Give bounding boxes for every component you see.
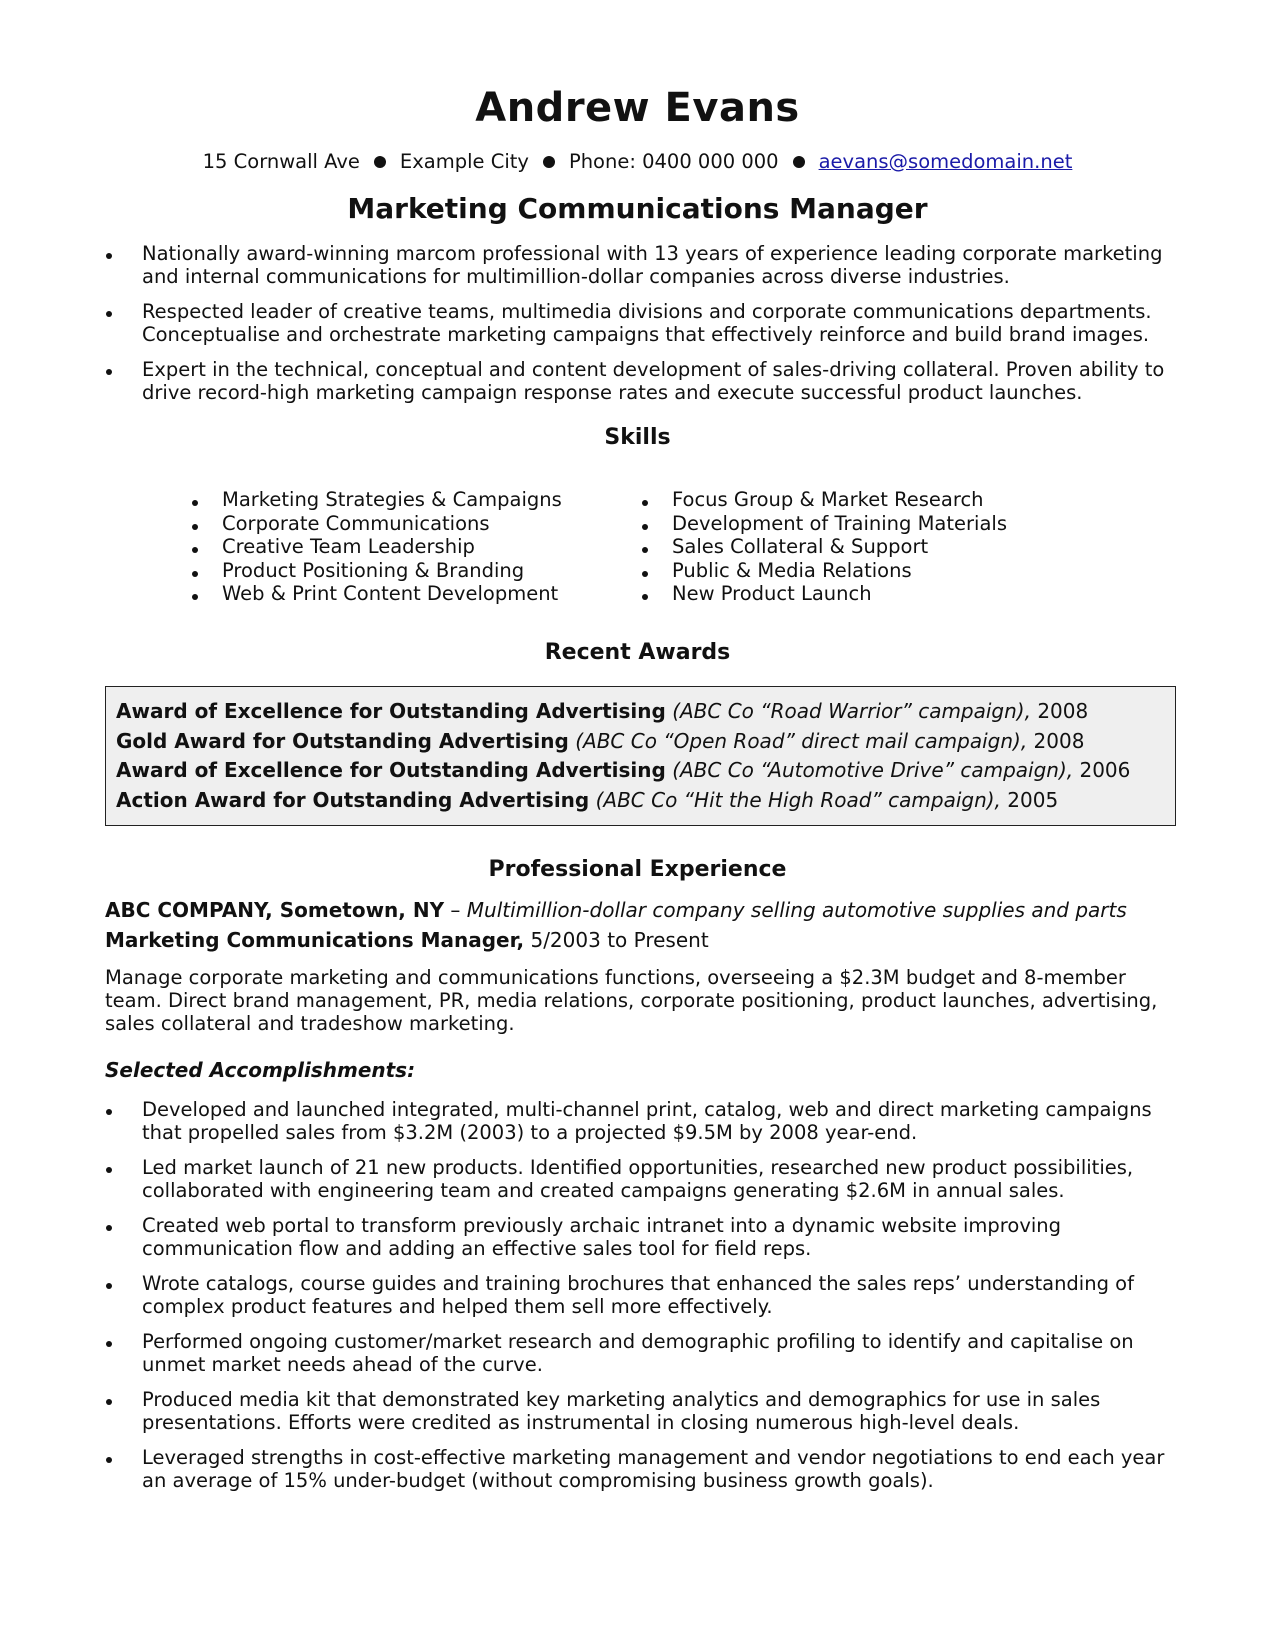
accomplishments-heading: Selected Accomplishments: [105, 1058, 416, 1082]
skill-item: Sales Collateral & Support [638, 535, 1007, 559]
award-name: Award of Excellence for Outstanding Advertising [116, 699, 666, 723]
award-detail: (ABC Co “Road Warrior” campaign), [672, 699, 1031, 723]
company-description: Multimillion-dollar company selling automotive supplies and parts [466, 898, 1127, 922]
accomplishment-item: Leveraged strengths in cost-effective marketing management and vendor negotiations to end each year an average of 15% under-budget (without compromising business growth goals). [104, 1446, 1179, 1492]
job-dates: 5/2003 to Present [530, 928, 709, 952]
skill-item: Marketing Strategies & Campaigns [188, 488, 562, 512]
skills-heading: Skills [604, 425, 671, 450]
separator-dot-icon [793, 156, 805, 168]
award-year: 2005 [1007, 787, 1059, 812]
skill-item: Web & Print Content Development [188, 582, 562, 606]
candidate-name: Andrew Evans [475, 85, 800, 131]
award-row [116, 697, 1175, 727]
separator-dot-icon [543, 156, 555, 168]
awards-heading: Recent Awards [544, 640, 731, 665]
city: Example City [399, 150, 529, 173]
address: 15 Cornwall Ave [202, 150, 360, 173]
accomplishment-item: Produced media kit that demonstrated key marketing analytics and demographics for use in sales presentations. Efforts were credited as instrumental in closing numerous high-level deals. [104, 1388, 1179, 1434]
accomplishment-item: Wrote catalogs, course guides and training brochures that enhanced the sales reps’ understanding of complex product features and helped them sell more effectively. [104, 1272, 1179, 1318]
skill-item: New Product Launch [638, 582, 1007, 606]
skill-item: Creative Team Leadership [188, 535, 562, 559]
award-row [116, 786, 1175, 816]
award-detail: (ABC Co “Automotive Drive” campaign), [672, 758, 1074, 782]
summary-item: Nationally award-winning marcom professional with 13 years of experience leading corporate marketing and internal communications for multimillion-dollar companies across diverse industries. [104, 242, 1179, 288]
experience-heading: Professional Experience [488, 857, 787, 882]
award-detail: (ABC Co “Hit the High Road” campaign), [595, 787, 1001, 812]
skill-item: Corporate Communications [188, 512, 562, 536]
phone: Phone: 0400 000 000 [568, 150, 779, 173]
accomplishments-list [104, 1098, 1179, 1504]
accomplishment-item: Performed ongoing customer/market research and demographic profiling to identify and capitalise on unmet market needs ahead of the curve. [104, 1330, 1179, 1376]
award-detail: (ABC Co “Open Road” direct mail campaign), [575, 728, 1028, 753]
professional-headline: Marketing Communications Manager [347, 192, 928, 225]
accomplishment-item: Created web portal to transform previously archaic intranet into a dynamic website improving communication flow and adding an effective sales tool for field reps. [104, 1214, 1179, 1260]
skill-item: Focus Group & Market Research [638, 488, 1007, 512]
job-description: Manage corporate marketing and communications functions, overseeing a $2.3M budget and 8-member team. Direct brand management, PR, media relations, corporate positioning, product launches, advertising, sales collateral and tradeshow marketing. [105, 966, 1158, 1035]
skills-list-left [188, 488, 562, 606]
company-name: ABC COMPANY, Sometown, NY [105, 898, 445, 922]
company-line [105, 898, 1127, 922]
separator-dot-icon [374, 156, 386, 168]
award-year: 2008 [1033, 728, 1085, 753]
role-line [105, 928, 709, 952]
award-year: 2006 [1079, 758, 1131, 782]
skill-item: Product Positioning & Branding [188, 559, 562, 583]
award-name: Action Award for Outstanding Advertising [116, 787, 590, 812]
award-year: 2008 [1037, 699, 1089, 723]
accomplishment-item: Developed and launched integrated, multi-channel print, catalog, web and direct marketing campaigns that propelled sales from $3.2M (2003) to a projected $9.5M by 2008 year-end. [104, 1098, 1179, 1144]
dash: – [450, 898, 461, 922]
summary-item: Expert in the technical, conceptual and content development of sales-driving collateral. Proven ability to drive record-high marketing campaign response rates and execute successful product launches. [104, 358, 1179, 404]
award-row [116, 756, 1175, 786]
accomplishment-item: Led market launch of 21 new products. Identified opportunities, researched new product possibilities, collaborated with engineering team and created campaigns generating $2.6M in annual sales. [104, 1156, 1179, 1202]
award-row [116, 727, 1175, 757]
email-link[interactable]: aevans@somedomain.net [818, 150, 1073, 173]
job-title: Marketing Communications Manager, [105, 928, 525, 952]
summary-list [104, 242, 1179, 416]
awards-box [105, 686, 1176, 826]
award-name: Gold Award for Outstanding Advertising [116, 728, 569, 753]
contact-line [0, 150, 1275, 174]
skills-list-right [638, 488, 1007, 606]
summary-item: Respected leader of creative teams, multimedia divisions and corporate communications departments. Conceptualise and orchestrate marketing campaigns that effectively reinforce and build brand images. [104, 300, 1179, 346]
award-name: Award of Excellence for Outstanding Advertising [116, 758, 666, 782]
skill-item: Public & Media Relations [638, 559, 1007, 583]
skill-item: Development of Training Materials [638, 512, 1007, 536]
